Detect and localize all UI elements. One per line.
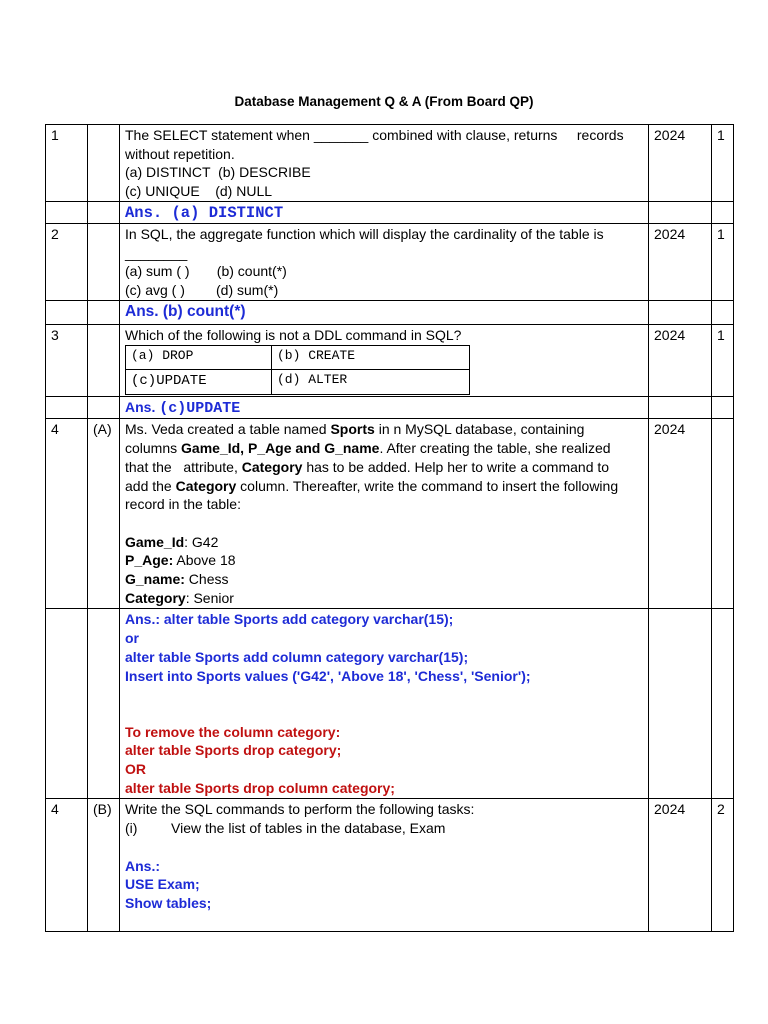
answer-row-1 [46, 202, 734, 224]
question-row-1 [46, 125, 734, 202]
q3-answer-prefix: Ans. [125, 398, 160, 415]
q2-answer: Ans. (b) count(*) [125, 303, 246, 320]
q4a-text-bold: Sports [330, 421, 375, 438]
q4a-text: column. Thereafter, write the command to insert the following [236, 477, 619, 494]
question-subpart: (A) [88, 419, 120, 609]
answer-line: Insert into Sports values ('G42', 'Above 18', 'Chess', 'Senior'); [125, 667, 531, 684]
q4a-text: has to be added. Help her to write a command to [302, 458, 610, 475]
answer-line: Ans.: alter table Sports add category varchar(15); [125, 611, 454, 628]
q3-answer-value: (c)UPDATE [159, 399, 241, 417]
task-text: View the list of tables in the database, Exam [171, 820, 446, 837]
question-row-4b [46, 799, 734, 932]
q4b-text: Write the SQL commands to perform the following tasks: [125, 801, 475, 818]
q1-options-line1: (a) DISTINCT (b) DESCRIBE [125, 164, 311, 181]
field-value: : Senior [185, 589, 234, 606]
qa-table [45, 124, 734, 932]
question-year: 2024 [649, 325, 712, 397]
answer-note-line: alter table Sports drop category; [125, 742, 342, 759]
question-year: 2024 [649, 419, 712, 609]
question-number: 4 [46, 419, 88, 609]
q1-options-line2: (c) UNIQUE (d) NULL [125, 183, 273, 200]
question-marks: 1 [712, 224, 734, 301]
q3-option-c: (c)UPDATE [126, 369, 272, 394]
question-marks: 2 [712, 799, 734, 932]
question-row-4a [46, 419, 734, 609]
question-text [120, 224, 649, 301]
q2-text-line2: ________ [125, 244, 188, 261]
q4a-text-bold: Category [175, 477, 237, 494]
q4a-text-bold: Game_Id, P_Age and G_name [181, 440, 380, 457]
answer-line: Ans.: [125, 857, 160, 874]
q1-text-records: records [576, 127, 624, 143]
q3-text: Which of the following is not a DDL command in SQL? [125, 327, 462, 343]
question-subpart [88, 125, 120, 202]
answer-note-line: To remove the column category: [125, 723, 341, 740]
question-number: 3 [46, 325, 88, 397]
answer-line: USE Exam; [125, 876, 200, 893]
q3-options-table [125, 345, 470, 395]
field-label: G_name: [125, 571, 185, 588]
q1-text-line1: The SELECT statement when _______ combined with clause, returns [125, 127, 558, 143]
q4a-text-bold: Category [241, 458, 303, 475]
question-subpart [88, 224, 120, 301]
answer-line: or [125, 630, 139, 647]
question-row-2 [46, 224, 734, 301]
answer-row-2 [46, 301, 734, 325]
field-value: : G42 [184, 533, 219, 550]
page-title: Database Management Q & A (From Board QP) [234, 94, 534, 109]
question-number: 4 [46, 799, 88, 932]
q2-options-line1: (a) sum ( ) (b) count(*) [125, 263, 287, 280]
question-row-3 [46, 325, 734, 397]
field-value: Chess [184, 571, 229, 588]
answer-line: Show tables; [125, 894, 212, 911]
q4a-text: Ms. Veda created a table named [125, 421, 331, 438]
q1-answer: Ans. (a) DISTINCT [125, 204, 284, 222]
question-year: 2024 [649, 799, 712, 932]
answer-note-line: OR [125, 761, 146, 777]
q4a-text: in n MySQL database, containing [374, 421, 585, 438]
question-year: 2024 [649, 125, 712, 202]
q1-text-line2: without repetition. [125, 145, 235, 162]
question-text [120, 799, 649, 932]
task-number: (i) [125, 820, 138, 837]
q4a-text: add the [125, 477, 176, 494]
field-value: Above 18 [173, 552, 236, 569]
answer-row-4a [46, 609, 734, 799]
question-subpart: (B) [88, 799, 120, 932]
question-subpart [88, 325, 120, 397]
question-marks [712, 419, 734, 609]
q4a-text: . After creating the table, she realized [379, 440, 611, 457]
field-label: Category [125, 589, 186, 606]
q3-option-b: (b) CREATE [272, 345, 470, 369]
q3-option-d: (d) ALTER [272, 369, 470, 394]
question-number: 2 [46, 224, 88, 301]
question-text [120, 325, 649, 397]
q4a-text: record in the table: [125, 496, 241, 513]
question-marks: 1 [712, 325, 734, 397]
q3-option-a: (a) DROP [126, 345, 272, 369]
answer-line: alter table Sports add column category varchar(15); [125, 648, 469, 665]
question-year: 2024 [649, 224, 712, 301]
q4a-text: that the attribute, [125, 458, 242, 475]
question-text [120, 125, 649, 202]
q2-text-line1: In SQL, the aggregate function which will display the cardinality of the table is [125, 226, 604, 242]
question-text [120, 419, 649, 609]
field-label: P_Age: [125, 552, 174, 569]
q4a-text: columns [125, 440, 182, 457]
answer-note-line: alter table Sports drop column category; [125, 779, 395, 796]
field-label: Game_Id [125, 533, 185, 550]
answer-row-3 [46, 396, 734, 419]
question-number: 1 [46, 125, 88, 202]
q2-options-line2: (c) avg ( ) (d) sum(*) [125, 282, 279, 299]
question-marks: 1 [712, 125, 734, 202]
